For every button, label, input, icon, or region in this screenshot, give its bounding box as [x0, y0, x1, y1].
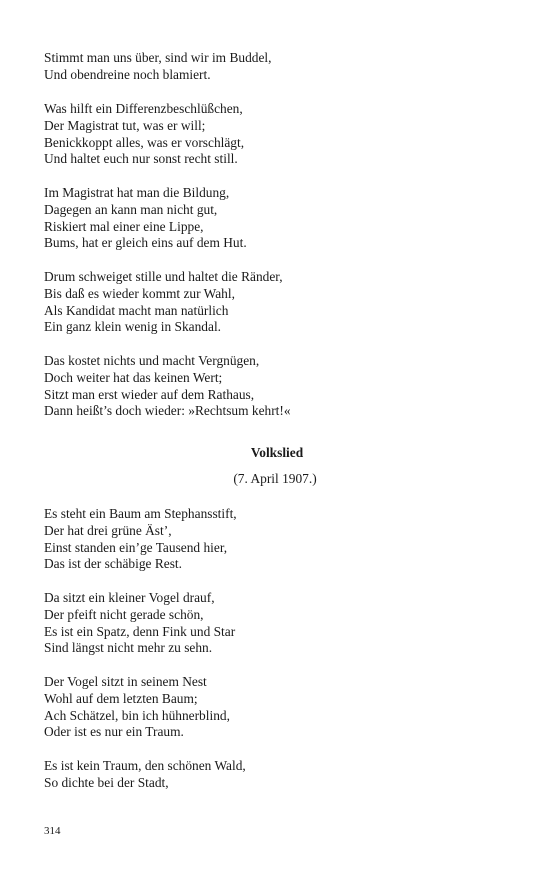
verse-line: Bis daß es wieder kommt zur Wahl, — [44, 285, 235, 301]
stanza-4 — [44, 269, 504, 336]
verse-line: Doch weiter hat das keinen Wert; — [44, 369, 223, 385]
verse-line: Es ist kein Traum, den schönen Wald, — [44, 758, 246, 773]
stanza-2 — [44, 101, 504, 168]
verse-line: Was hilft ein Differenzbeschlüßchen, — [44, 101, 243, 116]
verse-line: Stimmt man uns über, sind wir im Buddel, — [44, 50, 272, 65]
verse-line: Das kostet nichts und macht Vergnügen, — [44, 353, 260, 368]
verse-line: Oder ist es nur ein Traum. — [44, 724, 184, 740]
verse-line: Dann heißt’s doch wieder: »Rechtsum kehrt!« — [44, 403, 291, 419]
verse-line: Der Magistrat tut, was er will; — [44, 117, 206, 133]
poem2-stanza-4 — [44, 758, 504, 792]
page-number: 314 — [44, 825, 61, 837]
verse-line: Sitzt man erst wieder auf dem Rathaus, — [44, 386, 255, 402]
verse-line: Sind längst nicht mehr zu sehn. — [44, 640, 213, 656]
verse-line: Der hat drei grüne Äst’, — [44, 522, 172, 538]
verse-line: Ein ganz klein wenig in Skandal. — [44, 319, 222, 335]
poem-title: Volkslied — [250, 445, 304, 460]
verse-line: Und obendreine noch blamiert. — [44, 66, 211, 82]
poem-date: (7. April 1907.) — [233, 471, 317, 486]
verse-line: Einst standen ein’ge Tausend hier, — [44, 539, 228, 555]
verse-line: Und haltet euch nur sonst recht still. — [44, 151, 238, 167]
poem2-stanza-3 — [44, 674, 504, 741]
verse-line: Es steht ein Baum am Stephansstift, — [44, 506, 237, 521]
verse-line: Drum schweiget stille und haltet die Ränder, — [44, 269, 283, 284]
verse-line: Der pfeift nicht gerade schön, — [44, 606, 204, 622]
verse-line: Der Vogel sitzt in seinem Nest — [44, 674, 207, 689]
verse-line: Ach Schätzel, bin ich hühnerblind, — [44, 707, 230, 723]
verse-line: Riskiert mal einer eine Lippe, — [44, 218, 204, 234]
verse-line: Dagegen an kann man nicht gut, — [44, 201, 218, 217]
verse-line: Es ist ein Spatz, denn Fink und Star — [44, 623, 236, 639]
verse-line: Benickkoppt alles, was er vorschlägt, — [44, 134, 245, 150]
verse-line: So dichte bei der Stadt, — [44, 774, 169, 790]
poem2-stanza-2 — [44, 590, 504, 657]
verse-line: Wohl auf dem letzten Baum; — [44, 690, 198, 706]
verse-line: Im Magistrat hat man die Bildung, — [44, 185, 230, 200]
verse-line: Das ist der schäbige Rest. — [44, 556, 182, 572]
stanza-3 — [44, 185, 504, 252]
stanza-5 — [44, 353, 504, 420]
poem2-stanza-1 — [44, 506, 504, 573]
verse-line: Da sitzt ein kleiner Vogel drauf, — [44, 590, 215, 605]
verse-line: Bums, hat er gleich eins auf dem Hut. — [44, 235, 247, 251]
stanza-1 — [44, 50, 504, 84]
verse-line: Als Kandidat macht man natürlich — [44, 302, 229, 318]
